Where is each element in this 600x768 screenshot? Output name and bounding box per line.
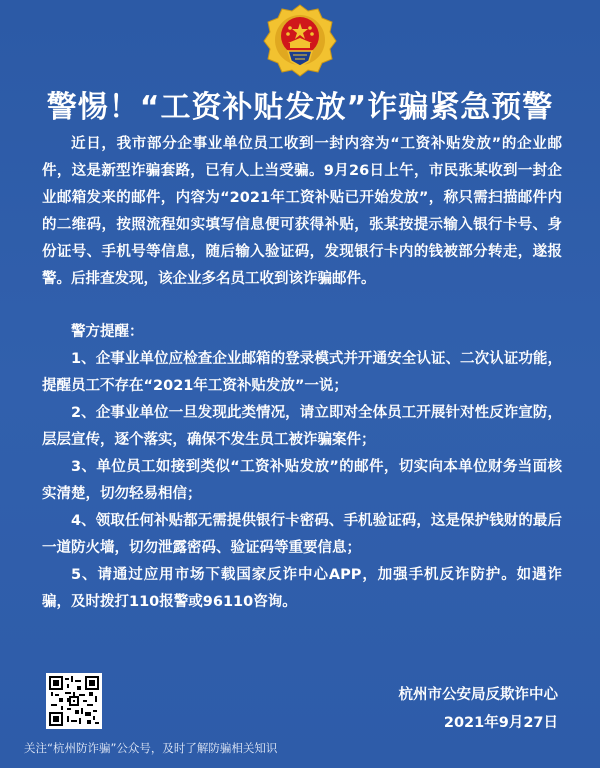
issuer-name: 杭州市公安局反欺诈中心	[398, 687, 558, 703]
page-title: 警惕！“工资补贴发放”诈骗紧急预警	[46, 90, 554, 125]
reminder-item-1: 1、企事业单位应检查企业邮箱的登录模式并开通安全认证、二次认证功能，提醒员工不存在“2021年工资补贴发放”一说；	[42, 351, 562, 394]
reminder-item-3: 3、单位员工如接到类似“工资补贴发放”的邮件，切实向本单位财务当面核实清楚，切勿轻易相信；	[42, 459, 562, 502]
reminder-item-2: 2、企事业单位一旦发现此类情况，请立即对全体员工开展针对性反诈宣防，层层宣传，逐个落实，确保不发生员工被诈骗案件；	[42, 405, 562, 448]
police-emblem-icon	[262, 3, 338, 77]
reminder-item-5: 5、请通过应用市场下载国家反诈中心APP，加强手机反诈防护。如遇诈骗，及时拨打110报警或96110咨询。	[42, 567, 562, 610]
footer-note: 关注“杭州防诈骗”公众号，及时了解防骗相关知识	[24, 741, 278, 755]
reminder-heading: 警方提醒：	[71, 324, 144, 340]
issue-date: 2021年9月27日	[443, 715, 558, 731]
reminder-item-4: 4、领取任何补贴都无需提供银行卡密码、手机验证码，这是保护钱财的最后一道防火墙，切勿泄露密码、验证码等重要信息；	[42, 513, 562, 556]
qr-code-icon	[46, 673, 102, 729]
article-body	[42, 131, 562, 616]
intro-paragraph: 近日，我市部分企事业单位员工收到一封内容为“工资补贴发放”的企业邮件，这是新型诈骗套路，已有人上当受骗。9月26日上午，市民张某收到一封企业邮箱发来的邮件，内容为“2021年工资补贴已开始发放”，称只需扫描邮件内的二维码，按照流程如实填写信息便可获得补贴，张某按提示输入银行卡号、身份证号、手机号等信息，随后输入验证码，发现银行卡内的钱被部分转走，遂报警。后排查发现，该企业多名员工收到该诈骗邮件。	[42, 136, 562, 287]
